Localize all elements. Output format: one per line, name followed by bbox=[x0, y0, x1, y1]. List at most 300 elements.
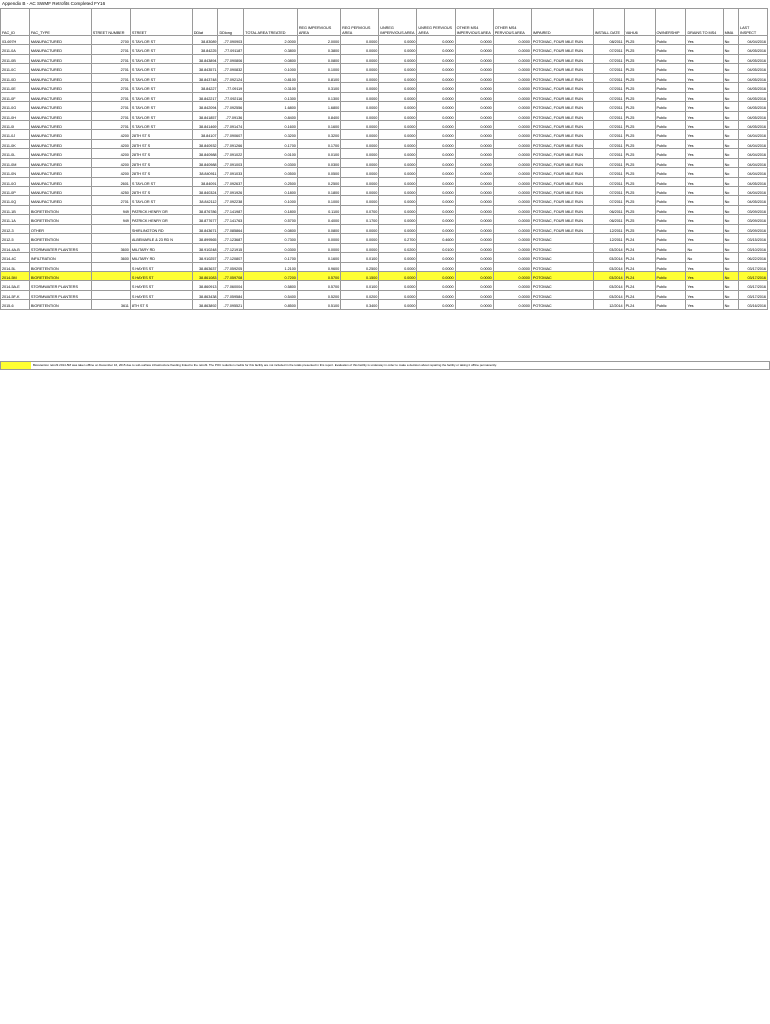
table-cell: Yes bbox=[686, 300, 723, 309]
table-cell: -77.090607 bbox=[218, 130, 244, 139]
table-cell: 0.0000 bbox=[379, 83, 417, 92]
table-cell: Public bbox=[655, 224, 686, 233]
table-cell: -77.09119 bbox=[218, 83, 244, 92]
table-cell: 0.0000 bbox=[493, 224, 531, 233]
table-cell: PL25 bbox=[624, 73, 655, 82]
table-cell: 12/2011 bbox=[593, 224, 624, 233]
table-cell: 38.899565 bbox=[192, 234, 218, 243]
table-cell: Public bbox=[655, 92, 686, 101]
table-cell: POTOMAC, FOUR MILE RUN bbox=[531, 64, 593, 73]
table-cell: 0.0000 bbox=[455, 253, 493, 262]
table-row bbox=[1, 73, 768, 82]
table-cell: 38.842217 bbox=[192, 92, 218, 101]
table-cell: POTOMAC bbox=[531, 281, 593, 290]
table-cell: 04/04/2016 bbox=[739, 168, 768, 177]
table-cell: Yes bbox=[686, 83, 723, 92]
table-cell: 07/2011 bbox=[593, 139, 624, 148]
table-cell: -77.060004 bbox=[218, 281, 244, 290]
table-cell: 0.1300 bbox=[297, 92, 340, 101]
table-cell: Public bbox=[655, 158, 686, 167]
table-cell: 38.863438 bbox=[192, 290, 218, 299]
table-row bbox=[1, 64, 768, 73]
table-cell: 2011-0A bbox=[1, 45, 30, 54]
table-cell: 38.843894 bbox=[192, 54, 218, 63]
table-cell: Public bbox=[655, 54, 686, 63]
table-cell: 0.0000 bbox=[341, 224, 379, 233]
table-cell: 06/2011 bbox=[593, 205, 624, 214]
table-cell: Yes bbox=[686, 290, 723, 299]
table-cell: 0.0000 bbox=[493, 83, 531, 92]
table-cell: Public bbox=[655, 205, 686, 214]
table-cell: 0.0000 bbox=[493, 64, 531, 73]
table-cell: 0.1800 bbox=[244, 205, 298, 214]
table-cell: 38.840988 bbox=[192, 149, 218, 158]
table-cell: No bbox=[723, 139, 738, 148]
table-cell: 04/05/2016 bbox=[739, 64, 768, 73]
table-cell: POTOMAC, FOUR MILE RUN bbox=[531, 187, 593, 196]
table-cell: 0.4000 bbox=[297, 215, 340, 224]
table-cell: 0.0000 bbox=[455, 215, 493, 224]
table-cell: 0.0000 bbox=[493, 36, 531, 45]
table-cell: 38.863892 bbox=[192, 300, 218, 309]
table-cell: 0.0000 bbox=[455, 300, 493, 309]
table-cell: 0.0000 bbox=[493, 92, 531, 101]
table-cell bbox=[91, 262, 130, 271]
table-cell: Yes bbox=[686, 205, 723, 214]
table-cell: 0.0800 bbox=[297, 54, 340, 63]
table-cell: No bbox=[723, 187, 738, 196]
table-cell: 07/2011 bbox=[593, 102, 624, 111]
table-cell: 0.0000 bbox=[417, 64, 455, 73]
table-cell: MANUFACTURED bbox=[29, 64, 91, 73]
table-cell: Yes bbox=[686, 73, 723, 82]
table-cell: 38.84225 bbox=[192, 45, 218, 54]
table-cell: MILITARY RD bbox=[130, 253, 192, 262]
table-cell: POTOMAC, FOUR MILE RUN bbox=[531, 196, 593, 205]
table-row bbox=[1, 300, 768, 309]
table-cell: MANUFACTURED bbox=[29, 54, 91, 63]
table-row bbox=[1, 187, 768, 196]
table-cell: 0.0000 bbox=[417, 177, 455, 186]
table-cell: 0.0100 bbox=[297, 149, 340, 158]
table-cell: 2011-0C bbox=[1, 64, 30, 73]
table-cell: 0.0000 bbox=[455, 73, 493, 82]
table-row bbox=[1, 262, 768, 271]
table-cell: 949 bbox=[91, 215, 130, 224]
table-cell: 0.0000 bbox=[417, 36, 455, 45]
table-cell: POTOMAC, FOUR MILE RUN bbox=[531, 177, 593, 186]
table-cell: POTOMAC, FOUR MILE RUN bbox=[531, 73, 593, 82]
table-cell: No bbox=[723, 177, 738, 186]
table-row bbox=[1, 149, 768, 158]
table-cell: -77.091266 bbox=[218, 139, 244, 148]
table-cell: -77.095521 bbox=[218, 300, 244, 309]
table-cell: 0.0000 bbox=[417, 168, 455, 177]
table-cell bbox=[91, 290, 130, 299]
table-cell: 0.0000 bbox=[417, 102, 455, 111]
table-cell: 08/2011 bbox=[593, 36, 624, 45]
table-row bbox=[1, 196, 768, 205]
table-cell: POTOMAC, FOUR MILE RUN bbox=[531, 120, 593, 129]
table-cell: 0.0100 bbox=[341, 253, 379, 262]
table-cell: 04/04/2016 bbox=[739, 36, 768, 45]
table-cell: 0.3200 bbox=[297, 130, 340, 139]
table-cell: -77.092637 bbox=[218, 177, 244, 186]
table-cell bbox=[91, 271, 130, 280]
table-cell: 2012-5 bbox=[1, 234, 30, 243]
table-cell: 04/05/2016 bbox=[739, 92, 768, 101]
table-cell: 0.1600 bbox=[297, 120, 340, 129]
table-cell: 0.1000 bbox=[244, 64, 298, 73]
table-cell: 0.0000 bbox=[493, 234, 531, 243]
table-cell: 0.0000 bbox=[493, 111, 531, 120]
table-cell: No bbox=[723, 45, 738, 54]
table-cell: 0.0000 bbox=[493, 168, 531, 177]
table-cell: -77.090806 bbox=[218, 54, 244, 63]
table-cell: Yes bbox=[686, 149, 723, 158]
table-cell: 07/2011 bbox=[593, 177, 624, 186]
table-cell: 28TH ST S bbox=[130, 139, 192, 148]
table-cell: -77.059205 bbox=[218, 262, 244, 271]
table-cell: POTOMAC, FOUR MILE RUN bbox=[531, 158, 593, 167]
table-cell: 0.0000 bbox=[379, 73, 417, 82]
table-cell: 0.0000 bbox=[455, 36, 493, 45]
table-cell: Yes bbox=[686, 196, 723, 205]
table-cell: 2011-0F bbox=[1, 92, 30, 101]
table-cell: 38.842094 bbox=[192, 102, 218, 111]
table-cell: 0.0300 bbox=[297, 158, 340, 167]
table-cell: S TAYLOR ST bbox=[130, 120, 192, 129]
table-cell: 0.5400 bbox=[244, 290, 298, 299]
table-cell: 0.0000 bbox=[379, 139, 417, 148]
table-cell: 0.0000 bbox=[417, 253, 455, 262]
table-cell: 03/17/2016 bbox=[739, 290, 768, 299]
table-cell: Yes bbox=[686, 92, 723, 101]
table-cell: 0.0100 bbox=[244, 149, 298, 158]
table-cell: -77.092116 bbox=[218, 92, 244, 101]
table-cell: -77.091003 bbox=[218, 158, 244, 167]
table-cell: 0.0000 bbox=[417, 187, 455, 196]
column-header: TOTAL AREA TREATED bbox=[244, 9, 298, 36]
table-cell: 0.1700 bbox=[297, 139, 340, 148]
table-cell: 12/2014 bbox=[593, 300, 624, 309]
table-cell: 0.0000 bbox=[417, 300, 455, 309]
table-cell: 0.0800 bbox=[244, 54, 298, 63]
table-cell: -77.091926 bbox=[218, 187, 244, 196]
table-cell: MANUFACTURED bbox=[29, 196, 91, 205]
table-cell: PL25 bbox=[624, 64, 655, 73]
table-cell: 0.0000 bbox=[455, 234, 493, 243]
table-cell: 0.0000 bbox=[417, 54, 455, 63]
highlight-legend-swatch bbox=[1, 362, 31, 369]
table-cell: 2.0000 bbox=[244, 36, 298, 45]
table-cell: 0.4600 bbox=[417, 234, 455, 243]
table-cell: POTOMAC bbox=[531, 300, 593, 309]
table-body bbox=[1, 36, 768, 310]
table-cell: No bbox=[723, 300, 738, 309]
table-cell: S TAYLOR ST bbox=[130, 92, 192, 101]
table-row bbox=[1, 205, 768, 214]
table-cell: 38.860913 bbox=[192, 281, 218, 290]
table-row bbox=[1, 111, 768, 120]
table-cell: 0.0000 bbox=[341, 45, 379, 54]
table-cell: 0.0000 bbox=[455, 83, 493, 92]
table-cell: 03/10/2016 bbox=[739, 243, 768, 252]
table-cell: 4200 bbox=[91, 139, 130, 148]
table-cell: 0.0000 bbox=[493, 187, 531, 196]
table-cell: 0.0000 bbox=[455, 168, 493, 177]
table-cell: 2014-5M bbox=[1, 271, 30, 280]
table-cell: 0.0000 bbox=[417, 281, 455, 290]
column-header: DRAINS TO MS4 bbox=[686, 9, 723, 36]
table-cell: No bbox=[723, 215, 738, 224]
table-cell: 0.0000 bbox=[379, 92, 417, 101]
table-cell: 12/2011 bbox=[593, 234, 624, 243]
table-cell: -77.123687 bbox=[218, 234, 244, 243]
table-cell: No bbox=[723, 253, 738, 262]
table-cell: 0.0000 bbox=[379, 36, 417, 45]
table-cell: 0.0000 bbox=[493, 139, 531, 148]
table-cell: No bbox=[723, 196, 738, 205]
retrofits-table bbox=[0, 8, 768, 310]
table-cell: Yes bbox=[686, 45, 723, 54]
table-cell: No bbox=[723, 271, 738, 280]
table-cell: 07/2011 bbox=[593, 54, 624, 63]
table-cell: PL25 bbox=[624, 139, 655, 148]
table-cell: Yes bbox=[686, 36, 723, 45]
table-cell: 04/05/2016 bbox=[739, 54, 768, 63]
table-cell: No bbox=[723, 102, 738, 111]
table-cell bbox=[91, 281, 130, 290]
table-row bbox=[1, 234, 768, 243]
table-cell: 0.0000 bbox=[379, 253, 417, 262]
table-cell: S HAYES ST bbox=[130, 271, 192, 280]
table-cell: 2.0000 bbox=[297, 36, 340, 45]
table-cell: No bbox=[723, 281, 738, 290]
table-cell: POTOMAC, FOUR MILE RUN bbox=[531, 36, 593, 45]
table-cell: 07/2011 bbox=[593, 149, 624, 158]
table-cell: Yes bbox=[686, 168, 723, 177]
table-cell: Yes bbox=[686, 102, 723, 111]
column-header: DDlong bbox=[218, 9, 244, 36]
table-cell: 0.1700 bbox=[341, 215, 379, 224]
table-cell: 2701 bbox=[91, 73, 130, 82]
table-cell: PL25 bbox=[624, 92, 655, 101]
table-cell: POTOMAC, FOUR MILE RUN bbox=[531, 83, 593, 92]
table-cell: POTOMAC bbox=[531, 290, 593, 299]
table-cell: 0.0000 bbox=[379, 224, 417, 233]
table-row bbox=[1, 54, 768, 63]
column-header: LAST INSPECT bbox=[739, 9, 768, 36]
table-cell: PL24 bbox=[624, 234, 655, 243]
table-cell: PL24 bbox=[624, 290, 655, 299]
footnote-row bbox=[0, 361, 770, 370]
table-cell bbox=[91, 234, 130, 243]
table-cell: 1.6800 bbox=[297, 102, 340, 111]
table-cell: Public bbox=[655, 168, 686, 177]
table-cell: 0.0000 bbox=[455, 111, 493, 120]
table-cell: 04/04/2016 bbox=[739, 158, 768, 167]
table-cell: 0.0000 bbox=[379, 158, 417, 167]
table-cell: PL24 bbox=[624, 300, 655, 309]
table-cell: Public bbox=[655, 281, 686, 290]
table-cell: Yes bbox=[686, 187, 723, 196]
table-cell: 04/05/2016 bbox=[739, 120, 768, 129]
table-cell: 2011-0B bbox=[1, 54, 30, 63]
table-cell: Yes bbox=[686, 64, 723, 73]
table-cell: 2700 bbox=[91, 36, 130, 45]
table-cell: Yes bbox=[686, 262, 723, 271]
table-cell: 38.841469 bbox=[192, 120, 218, 129]
table-row bbox=[1, 83, 768, 92]
table-cell: 38.840324 bbox=[192, 187, 218, 196]
table-cell: No bbox=[723, 158, 738, 167]
table-cell: Yes bbox=[686, 281, 723, 290]
table-cell: Public bbox=[655, 187, 686, 196]
table-cell: 0.1500 bbox=[341, 271, 379, 280]
table-cell: S TAYLOR ST bbox=[130, 64, 192, 73]
table-cell: 2011-0M bbox=[1, 158, 30, 167]
table-cell: 04/04/2016 bbox=[739, 139, 768, 148]
table-cell: 0.0000 bbox=[417, 92, 455, 101]
table-cell: 0.0000 bbox=[417, 262, 455, 271]
table-cell: MANUFACTURED bbox=[29, 45, 91, 54]
table-cell: -77.141987 bbox=[218, 205, 244, 214]
table-cell: 0.0000 bbox=[417, 139, 455, 148]
table-cell: 0.0000 bbox=[417, 158, 455, 167]
table-cell: 0.0000 bbox=[379, 64, 417, 73]
table-cell: 0.0000 bbox=[341, 102, 379, 111]
table-cell: 04/05/2016 bbox=[739, 111, 768, 120]
column-header: REG PERVIOUS AREA bbox=[341, 9, 379, 36]
table-cell: 0.8400 bbox=[244, 111, 298, 120]
table-cell: 0.7300 bbox=[244, 234, 298, 243]
table-cell: Public bbox=[655, 243, 686, 252]
table-cell: 0.7200 bbox=[244, 271, 298, 280]
table-cell: PL25 bbox=[624, 215, 655, 224]
table-cell: 04/05/2016 bbox=[739, 73, 768, 82]
table-cell: 0.9600 bbox=[297, 262, 340, 271]
table-cell: S HAYES ST bbox=[130, 290, 192, 299]
table-cell: 0.3800 bbox=[297, 45, 340, 54]
table-cell: 04/04/2016 bbox=[739, 130, 768, 139]
table-cell: POTOMAC, FOUR MILE RUN bbox=[531, 205, 593, 214]
table-cell: 0.5700 bbox=[244, 215, 298, 224]
table-cell: 4200 bbox=[91, 168, 130, 177]
table-cell: Public bbox=[655, 196, 686, 205]
table-cell: 0.0000 bbox=[493, 205, 531, 214]
column-header: VAHU6 bbox=[624, 9, 655, 36]
table-cell: Public bbox=[655, 253, 686, 262]
table-cell: MANUFACTURED bbox=[29, 130, 91, 139]
table-cell: STORMWATER PLANTERS bbox=[29, 281, 91, 290]
table-row bbox=[1, 243, 768, 252]
table-cell: 03/2014 bbox=[593, 243, 624, 252]
table-cell: 0.0000 bbox=[341, 92, 379, 101]
table-cell: 0.0000 bbox=[493, 45, 531, 54]
table-cell: 0.0000 bbox=[379, 45, 417, 54]
table-cell: Yes bbox=[686, 271, 723, 280]
table-cell: 0.3200 bbox=[244, 130, 298, 139]
table-cell: 0.0000 bbox=[341, 168, 379, 177]
table-cell: PL25 bbox=[624, 196, 655, 205]
table-cell: 1.2100 bbox=[244, 262, 298, 271]
table-cell: 0.0000 bbox=[455, 187, 493, 196]
table-cell: 0.1100 bbox=[297, 205, 340, 214]
table-cell: POTOMAC, FOUR MILE RUN bbox=[531, 54, 593, 63]
table-cell: Public bbox=[655, 130, 686, 139]
table-cell: MANUFACTURED bbox=[29, 92, 91, 101]
table-cell: 0.0000 bbox=[455, 205, 493, 214]
table-cell: PL25 bbox=[624, 168, 655, 177]
table-cell: 0.3800 bbox=[244, 45, 298, 54]
table-cell: 38.863637 bbox=[192, 262, 218, 271]
table-cell: 0.0000 bbox=[379, 149, 417, 158]
table-cell: BIORETENTION bbox=[29, 300, 91, 309]
table-cell: PL24 bbox=[624, 262, 655, 271]
table-cell: 0.0100 bbox=[417, 243, 455, 252]
table-cell: 38.83089 bbox=[192, 36, 218, 45]
table-cell: 0.0000 bbox=[379, 271, 417, 280]
table-cell: No bbox=[723, 205, 738, 214]
table-cell: Yes bbox=[686, 215, 723, 224]
table-cell: MANUFACTURED bbox=[29, 158, 91, 167]
table-cell: No bbox=[686, 253, 723, 262]
table-cell: MANUFACTURED bbox=[29, 73, 91, 82]
table-cell: Public bbox=[655, 215, 686, 224]
table-cell: 2701 bbox=[91, 83, 130, 92]
table-cell: 0.5200 bbox=[297, 290, 340, 299]
table-cell: 0.0000 bbox=[455, 290, 493, 299]
table-cell: 0.0000 bbox=[341, 187, 379, 196]
table-cell: 0.0000 bbox=[455, 102, 493, 111]
table-cell: 38.84091 bbox=[192, 177, 218, 186]
column-header: STREET bbox=[130, 9, 192, 36]
table-cell: No bbox=[723, 83, 738, 92]
table-cell: 03/2014 bbox=[593, 271, 624, 280]
column-header: FAC_TYPE bbox=[29, 9, 91, 36]
table-cell: 2601 bbox=[91, 177, 130, 186]
table-cell: 0.0200 bbox=[341, 290, 379, 299]
table-cell: Yes bbox=[686, 158, 723, 167]
table-cell: 07/2011 bbox=[593, 168, 624, 177]
table-cell: No bbox=[723, 73, 738, 82]
table-cell: PL25 bbox=[624, 187, 655, 196]
table-cell: 0.0000 bbox=[341, 196, 379, 205]
table-cell: No bbox=[723, 92, 738, 101]
table-cell: 0.0000 bbox=[379, 120, 417, 129]
table-cell: S TAYLOR ST bbox=[130, 177, 192, 186]
table-cell: POTOMAC, FOUR MILE RUN bbox=[531, 168, 593, 177]
table-cell: POTOMAC, FOUR MILE RUN bbox=[531, 102, 593, 111]
table-cell: 0.0000 bbox=[341, 83, 379, 92]
table-cell: 2011-0O bbox=[1, 177, 30, 186]
table-cell: 07/2011 bbox=[593, 120, 624, 129]
table-cell: MANUFACTURED bbox=[29, 102, 91, 111]
table-cell: 0.0000 bbox=[341, 139, 379, 148]
table-cell: 0.0000 bbox=[379, 290, 417, 299]
table-cell: 04/05/2016 bbox=[739, 196, 768, 205]
table-cell: 0.2500 bbox=[244, 177, 298, 186]
table-cell: STORMWATER PLANTERS bbox=[29, 290, 91, 299]
table-row bbox=[1, 92, 768, 101]
table-cell: PL25 bbox=[624, 224, 655, 233]
table-cell: 0.0000 bbox=[341, 243, 379, 252]
column-header: OWNERSHIP bbox=[655, 9, 686, 36]
table-cell: 0.0000 bbox=[493, 149, 531, 158]
table-cell: 0.0000 bbox=[455, 64, 493, 73]
table-cell: 0.0000 bbox=[379, 111, 417, 120]
